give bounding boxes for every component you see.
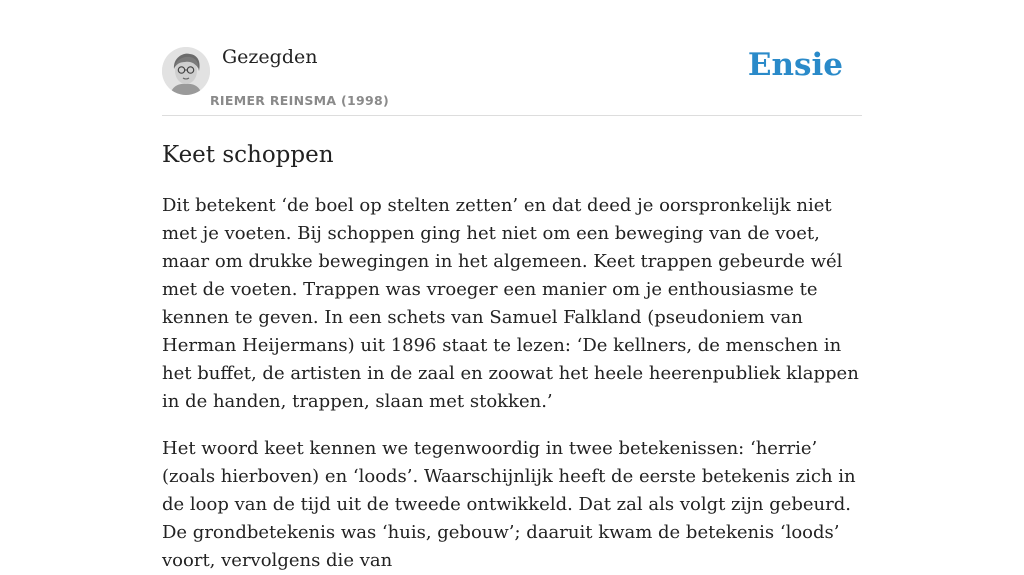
article-paragraph-2: Het woord keet kennen we tegenwoordig in twee betekenissen: ‘herrie’ (zoals hierboven) en ‘loods’. Waarschijnlijk heeft de eerste betekenis zich in de loop van de tijd uit de tweede ontwikkeld. Dat zal als volgt zijn gebeurd. De grondbetekenis was ‘huis, gebouw’; daaruit kwam de betekenis ‘loods’ voort, vervolgens die van bbox=[162, 437, 856, 571]
article-title: Keet schoppen bbox=[162, 142, 334, 168]
section-title[interactable]: Gezegden bbox=[222, 46, 318, 68]
author-portrait-icon bbox=[162, 47, 210, 95]
avatar[interactable] bbox=[162, 47, 210, 95]
author-label: RIEMER REINSMA (1998) bbox=[210, 93, 390, 108]
article-header bbox=[162, 0, 862, 116]
article-paragraph-1: Dit betekent ‘de boel op stelten zetten’ en dat deed je oorspronkelijk niet met je voeten. Bij schoppen ging het niet om een beweging van de voet, maar om drukke bewegingen in het algemeen. Keet trappen gebeurde wél met de voeten. Trappen was vroeger een manier om je enthousiasme te kennen te geven. In een schets van Samuel Falkland (pseudoniem van Herman Heijermans) uit 1896 staat te lezen: ‘De kellners, de menschen in het buffet, de artisten in de zaal en zoowat het heele heerenpubliek klappen in de handen, trappen, slaan met stokken.’ bbox=[162, 194, 859, 412]
article-page bbox=[162, 0, 862, 575]
ensie-logo[interactable]: Ensie bbox=[747, 47, 843, 83]
